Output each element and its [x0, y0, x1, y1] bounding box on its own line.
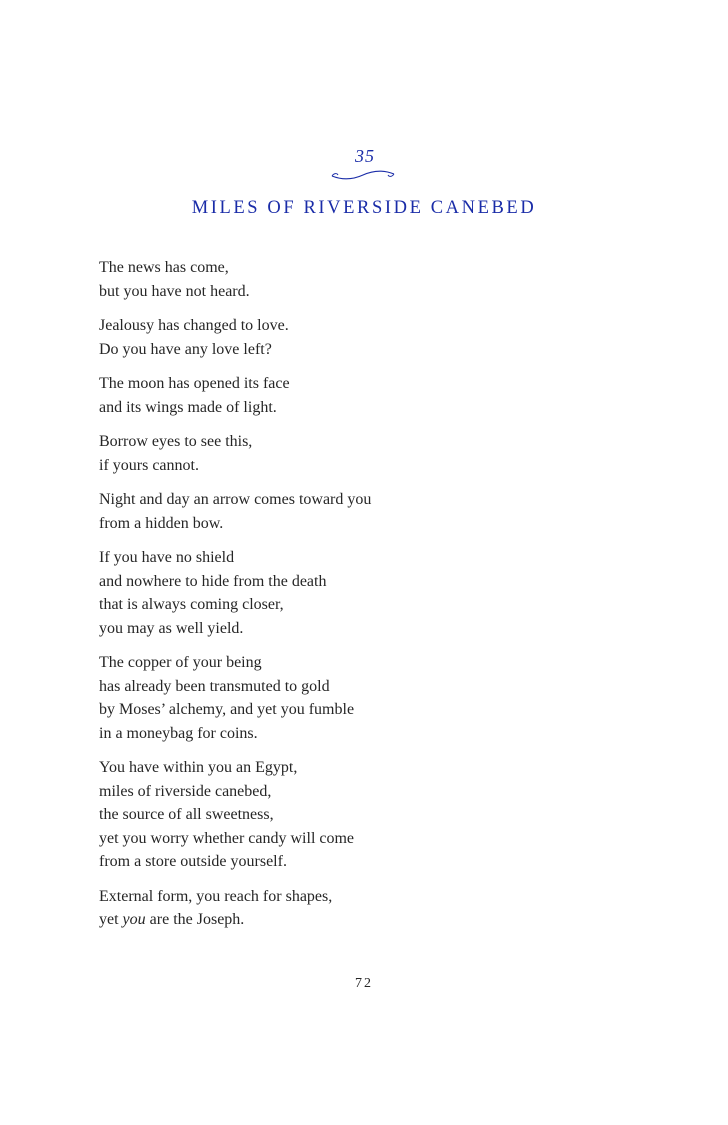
stanza	[99, 885, 659, 932]
poem-line: from a hidden bow.	[99, 514, 224, 532]
stanza	[99, 314, 659, 361]
stanza	[99, 488, 659, 535]
stanza	[99, 256, 659, 303]
poem-line: Do you have any love left?	[99, 340, 272, 358]
poem-line: from a store outside yourself.	[99, 853, 287, 870]
poem-line: has already been transmuted to gold	[99, 677, 330, 695]
stanza	[99, 756, 659, 874]
poem-body	[99, 256, 659, 943]
poem-line: Jealousy has changed to love.	[99, 317, 289, 334]
poem-line: Night and day an arrow comes toward you	[99, 491, 372, 508]
poem-line: Borrow eyes to see this,	[99, 433, 253, 450]
poem-line: The news has come,	[99, 259, 229, 276]
last-line-emphasis: you	[122, 911, 146, 928]
poem-line: The moon has opened its face	[99, 375, 290, 392]
stanza	[99, 546, 659, 640]
poem-line: You have within you an Egypt,	[99, 759, 298, 776]
poem-line: yet you worry whether candy will come	[99, 829, 355, 847]
poem-line: in a moneybag for coins.	[99, 724, 258, 742]
last-line-after: are the Joseph.	[145, 911, 245, 928]
poem-line: if yours cannot.	[99, 456, 199, 474]
poem-line: and nowhere to hide from the death	[99, 572, 327, 590]
poem-line: miles of riverside canebed,	[99, 782, 272, 800]
stanza	[99, 372, 659, 419]
poem-line: the source of all sweetness,	[99, 806, 274, 823]
poem-line: If you have no shield	[99, 549, 235, 566]
last-line-before: yet	[99, 911, 123, 928]
poem-title: MILES OF RIVERSIDE CANEBED	[191, 198, 537, 218]
stanza	[99, 430, 659, 477]
chapter-number: 35	[355, 146, 375, 166]
poem-line: External form, you reach for shapes,	[99, 887, 333, 905]
page-number: 72	[355, 976, 373, 991]
stanza	[99, 651, 659, 745]
poem-line: you may as well yield.	[99, 619, 244, 637]
poem-line: and its wings made of light.	[99, 398, 277, 416]
poem-last-line	[99, 908, 659, 932]
poem-line: that is always coming closer,	[99, 596, 284, 613]
poem-line: The copper of your being	[99, 654, 262, 671]
poem-line: but you have not heard.	[99, 282, 250, 300]
flourish-ornament-icon	[330, 168, 396, 182]
poem-line: by Moses’ alchemy, and yet you fumble	[99, 701, 355, 718]
